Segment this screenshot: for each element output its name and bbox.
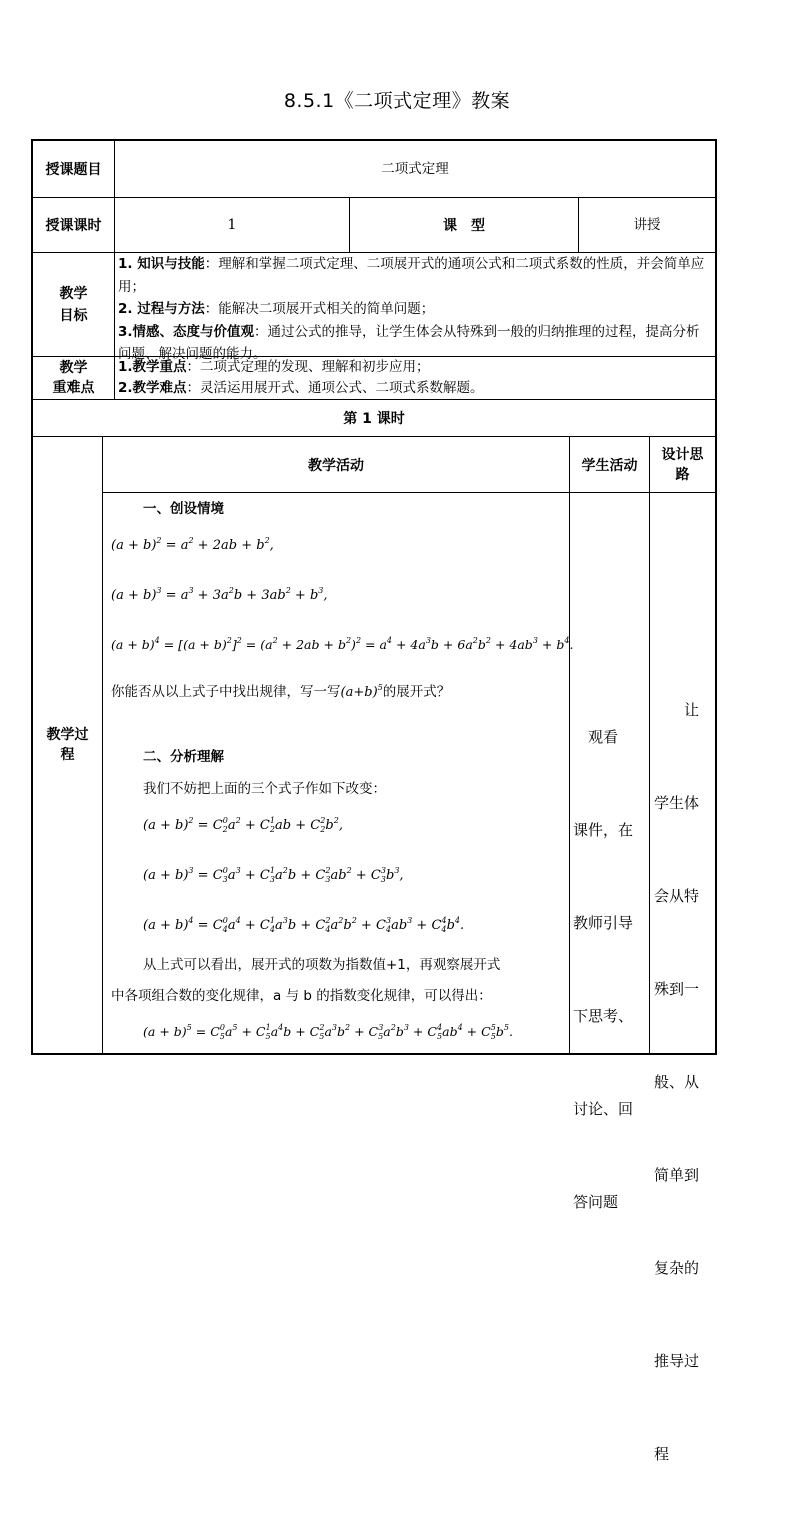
goal-2-head: 2. 过程与方法: [118, 301, 205, 317]
col-header-design: [650, 437, 715, 492]
activity-content: [103, 493, 574, 1053]
key-point-2: [118, 378, 712, 399]
type-value: 讲授: [633, 217, 661, 233]
question-part-b: 的展开式？: [382, 684, 451, 700]
question-text: [111, 677, 450, 704]
goals-label: [33, 253, 114, 356]
student-line: 下思考、: [573, 1007, 634, 1025]
combo-formula-5: $(a + b)^5 = C_5^0a^5 + C_5^1a^4b + C_5^2a^3b^2 + C_5^3a^2b^3 + C_5^4ab^4 + C_5^5b^5$.: [143, 1023, 513, 1041]
paragraph-2-line2: 中各项组合数的变化规律，a 与 b 的指数变化规律，可以得出：: [111, 988, 492, 1004]
col-design-line2: 路: [675, 466, 690, 483]
document-title: 8.5.1《二项式定理》教案: [283, 90, 511, 112]
student-line: 观看: [573, 728, 619, 746]
paragraph-2-line1: 从上式可以看出，展开式的项数为指数值+1，再观察展开式: [143, 957, 501, 973]
goal-3-head: 3.情感、态度与价值观: [118, 323, 255, 340]
goal-1: [118, 253, 712, 298]
key-label-line2: 重难点: [52, 380, 95, 396]
key-points-content: [118, 357, 712, 399]
design-line: 简单到: [654, 1166, 700, 1184]
key-1-text: ：二项式定理的发现、理解和初步应用；: [186, 359, 430, 375]
design-line: 让: [654, 701, 700, 719]
goal-3-text: ：通过公式的推导，让学生体会从特殊到一般的归纳推理的过程，提高分析问题、解决问题的能力。: [118, 323, 700, 362]
combo-formula-4: $(a + b)^4 = C_4^0a^4 + C_4^1a^3b + C_4^2a^2b^2 + C_4^3ab^3 + C_4^4b^4$.: [143, 916, 465, 934]
goals-label-line2: 目标: [59, 307, 88, 324]
formula-square: $(a + b)^2 = a^2 + 2ab + b^2$,: [111, 536, 274, 553]
goals-content: [118, 253, 712, 362]
topic-value: 二项式定理: [381, 161, 449, 177]
key-2-head: 2.教学难点: [118, 379, 187, 396]
goals-label-line1: 教学: [59, 285, 88, 302]
student-line: 课件，在: [573, 821, 634, 839]
topic-label: 授课题目: [45, 162, 102, 178]
student-line: 讨论、回: [573, 1100, 634, 1118]
process-label-line1: 教学过: [46, 727, 89, 743]
combo-formula-3: $(a + b)^3 = C_3^0a^3 + C_3^1a^2b + C_3^2ab^2 + C_3^3b^3$,: [143, 866, 404, 884]
hours-value: 1: [227, 217, 237, 233]
process-label-line2: 程: [60, 747, 75, 763]
key-label-line1: 教学: [59, 360, 88, 376]
combo-formula-2: $(a + b)^2 = C_2^0a^2 + C_2^1ab + C_2^2b^2$,: [143, 816, 343, 834]
type-label: 课 型: [443, 218, 485, 234]
hours-label: 授课课时: [45, 218, 102, 234]
formula-cube: $(a + b)^3 = a^3 + 3a^2b + 3ab^2 + b^3$,: [111, 586, 328, 603]
process-label: [33, 437, 102, 1053]
section-2-heading: 二、分析理解: [143, 749, 224, 765]
student-line: 答问题: [573, 1193, 619, 1211]
design-rationale: [654, 633, 716, 1532]
goal-1-text: ：理解和掌握二项式定理、二项展开式的通项公式和二项式系数的性质，并会简单应用；: [118, 256, 705, 295]
col-design-line1: 设计思: [661, 446, 704, 463]
design-line: 学生体: [654, 794, 700, 812]
student-line: 教师引导: [573, 914, 634, 932]
col-header-activity: 教学活动: [308, 457, 364, 474]
key-points-label: [33, 357, 114, 399]
question-part-a: 你能否从以上式子中找出规律，写一写: [111, 684, 341, 700]
key-2-text: ：灵活运用展开式、通项公式、二项式系数解题。: [186, 379, 484, 396]
design-line: 殊到一: [654, 980, 700, 998]
question-formula: $(a+b)^5$: [340, 683, 383, 700]
goal-2: [118, 298, 712, 321]
design-line: 会从特: [654, 887, 700, 905]
paragraph-1: 我们不妨把上面的三个式子作如下改变：: [143, 781, 386, 797]
section-1-heading: 一、创设情境: [143, 501, 224, 517]
session-heading: 第 1 课时: [343, 411, 405, 427]
col-header-student: 学生活动: [581, 457, 638, 474]
key-point-1: [118, 357, 712, 378]
goal-1-head: 1. 知识与技能: [118, 256, 205, 272]
key-1-head: 1.教学重点: [118, 359, 187, 375]
student-activity: [573, 660, 649, 1280]
design-line: 推导过: [654, 1352, 700, 1370]
design-line: 程: [654, 1445, 670, 1463]
formula-fourth: $(a + b)^4 = [(a + b)^2]^2 = (a^2 + 2ab + b^2)^2 = a^4 + 4a^3b + 6a^2b^2 + 4ab^3 + b^4$.: [111, 636, 574, 652]
design-line: 般、从: [654, 1073, 700, 1091]
goal-2-text: ：能解决二项展开式相关的简单问题；: [204, 301, 435, 317]
design-line: 复杂的: [654, 1259, 700, 1277]
